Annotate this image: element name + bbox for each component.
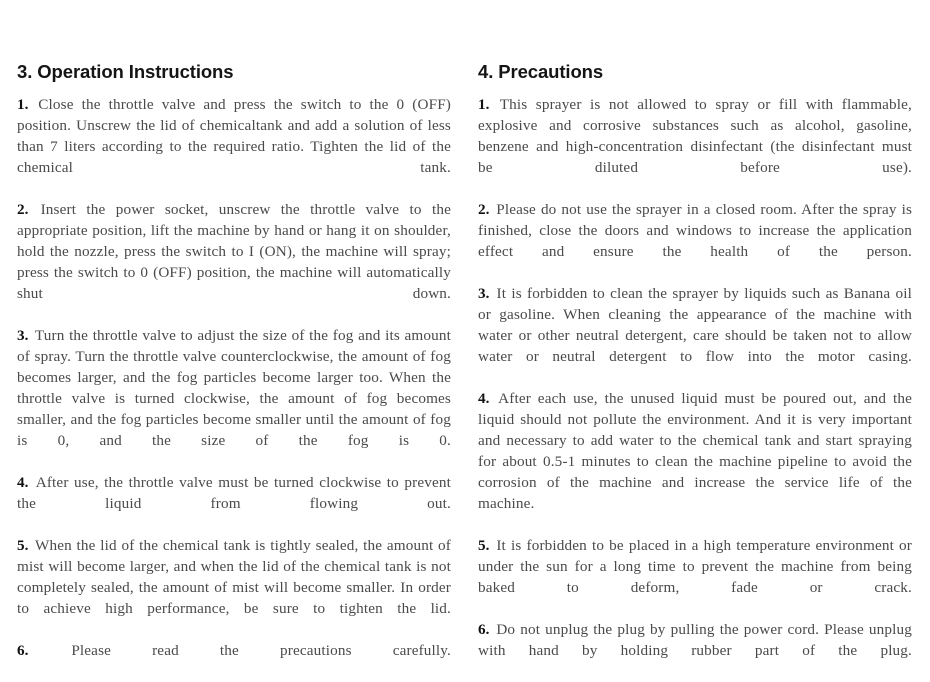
precaution-item-text: After each use, the unused liquid must be poured out, and the liquid should not pollute the environment. And it is very important and necessary to add water to the chemical tank and start spraying for about 0.5-1 minutes to clean the machine pipeline to avoid the corrosion of the machine and increase the service life of the machine. — [478, 390, 912, 512]
instruction-item-text: After use, the throttle valve must be turned clockwise to prevent the liquid from flowing out. — [17, 474, 451, 512]
column-operation-instructions — [17, 60, 451, 682]
precaution-item-text: This sprayer is not allowed to spray or fill with flammable, explosive and corrosive substances such as alcohol, gasoline, benzene and high-concentration disinfectant (the disinfectant must be diluted before use). — [478, 96, 913, 176]
precaution-item-number: 6. — [478, 621, 490, 638]
instruction-item-number: 1. — [17, 96, 29, 113]
precaution-item-text: It is forbidden to be placed in a high temperature environment or under the sun for a long time to prevent the machine from being baked to deform, fade or crack. — [478, 537, 912, 596]
precaution-item-number: 2. — [478, 201, 490, 218]
column-precautions — [478, 60, 912, 682]
instruction-item-number: 4. — [17, 474, 29, 491]
instruction-item — [17, 535, 451, 640]
instruction-item — [17, 94, 451, 199]
page-title-precautions: 4. Precautions — [478, 61, 604, 82]
precaution-list — [478, 94, 912, 682]
instruction-list — [17, 94, 451, 682]
precaution-item-text: Please do not use the sprayer in a closed room. After the spray is finished, close the doors and windows to increase the application effect and ensure the health of the person. — [478, 201, 913, 260]
precaution-item — [478, 619, 912, 682]
precaution-item — [478, 388, 912, 535]
instruction-item-text: When the lid of the chemical tank is tightly sealed, the amount of mist will become larger, and when the lid of the chemical tank is not completely sealed, the amount of mist will become smaller. In order to achieve high performance, be sure to tighten the lid. — [17, 537, 451, 617]
instruction-item-text: Insert the power socket, unscrew the throttle valve to the appropriate position, lift the machine by hand or hang it on shoulder, hold the nozzle, press the switch to I (ON), the machine will spray; press the switch to 0 (OFF) position, the machine will automatically shut down. — [17, 201, 452, 302]
precaution-item — [478, 199, 912, 283]
page-title-operation-instructions: 3. Operation Instructions — [17, 61, 234, 82]
instruction-item — [17, 472, 451, 535]
precaution-item-number: 1. — [478, 96, 490, 113]
precaution-item — [478, 535, 912, 619]
precaution-item — [478, 283, 912, 388]
instruction-item-number: 5. — [17, 537, 29, 554]
instruction-item-number: 3. — [17, 327, 29, 344]
instruction-item-number: 6. — [17, 642, 29, 659]
instruction-item — [17, 640, 451, 682]
instruction-item-text: Close the throttle valve and press the switch to the 0 (OFF) position. Unscrew the lid of chemicaltank and add a solution of less than 7 liters according to the required ratio. Tighten the lid of the chemical tank. — [17, 96, 451, 176]
instruction-item-text: Please read the precautions carefully. — [71, 642, 451, 659]
precaution-item-number: 5. — [478, 537, 490, 554]
instruction-item-text: Turn the throttle valve to adjust the size of the fog and its amount of spray. Turn the throttle valve counterclockwise, the amount of fog becomes larger, and the fog particles become larger too. When the throttle valve is turned clockwise, the amount of fog becomes smaller, and the fog particles become smaller until the amount of fog is 0, and the size of the fog is 0. — [17, 327, 451, 449]
instruction-item-number: 2. — [17, 201, 29, 218]
instruction-item — [17, 325, 451, 472]
precaution-item-text: It is forbidden to clean the sprayer by liquids such as Banana oil or gasoline. When cleaning the appearance of the machine with water or other neutral detergent, care should be taken not to allow water or neutral detergent to flow into the motor casing. — [478, 285, 912, 365]
precaution-item-text: Do not unplug the plug by pulling the power cord. Please unplug with hand by holding rubber part of the plug. — [478, 621, 913, 659]
precaution-item — [478, 94, 912, 199]
precaution-item-number: 3. — [478, 285, 490, 302]
precaution-item-number: 4. — [478, 390, 490, 407]
instruction-item — [17, 199, 451, 325]
